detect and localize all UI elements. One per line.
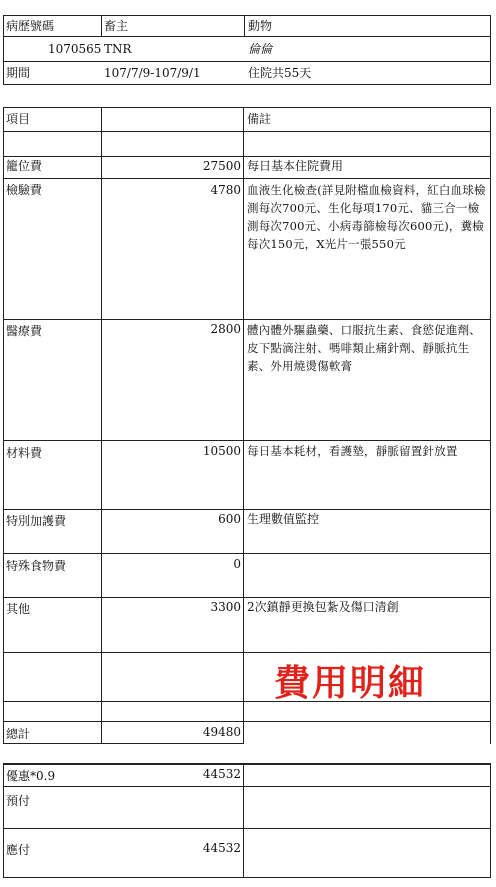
table-row-item: 檢驗費: [6, 183, 43, 197]
amount-due-label: 應付: [6, 843, 31, 857]
owner-label: 畜主: [104, 19, 129, 33]
record-number-value: 1070565: [48, 42, 102, 56]
period-label: 期間: [6, 66, 31, 80]
table-row-amount: 0: [233, 557, 241, 571]
table-row-remark: 血液生化檢查(詳見附檔血檢資料，紅白血球檢測每次700元、生化每項170元、貓三合一檢測每次700元、小病毒篩檢每次600元)，糞檢每次150元，X光片一張550元: [247, 183, 486, 251]
table-row-amount: 2800: [210, 322, 241, 336]
table-row-amount: 600: [218, 512, 241, 526]
table-row-item: 特殊食物費: [6, 559, 67, 573]
table-row-amount: 10500: [202, 444, 241, 458]
animal-label: 動物: [248, 19, 273, 33]
amount-due-value: 44532: [202, 841, 241, 855]
table-row-amount: 4780: [210, 183, 241, 197]
discount-amount: 44532: [202, 767, 241, 781]
table-row-amount: 3300: [210, 600, 241, 614]
table-row-item: 材料費: [6, 446, 43, 460]
period-dates: 107/7/9-107/9/1: [104, 66, 201, 80]
animal-value: 倫倫: [248, 42, 273, 56]
prepaid-label: 預付: [6, 794, 31, 808]
table-row-remark: 每日基本耗材，看護墊，靜脈留置針放置: [247, 444, 458, 458]
fee-details-stamp: 費用明細: [274, 663, 427, 704]
discount-label: 優惠*0.9: [6, 769, 56, 783]
table-row-item: 特別加護費: [6, 514, 67, 528]
total-label: 總計: [6, 727, 31, 741]
total-amount: 49480: [202, 725, 241, 739]
table-row-remark: 生理數值監控: [247, 512, 320, 526]
owner-value: TNR: [104, 42, 132, 56]
table-row-item: 醫療費: [6, 324, 43, 338]
table-row-remark: 2次鎮靜更換包紮及傷口清創: [247, 600, 399, 614]
column-header-remark: 備註: [247, 112, 272, 126]
column-header-item: 項目: [6, 112, 31, 126]
table-row-remark: 每日基本住院費用: [247, 159, 344, 173]
table-row-amount: 27500: [202, 159, 241, 173]
stay-duration: 住院共55天: [248, 66, 312, 80]
record-number-label: 病歷號碼: [6, 19, 55, 33]
table-row-remark: 體內體外驅蟲藥、口服抗生素、食慾促進劑、皮下點滴注射、嗎啡類止痛針劑、靜脈抗生素、外用燒燙傷軟膏: [247, 323, 481, 373]
table-row-item: 其他: [6, 602, 31, 616]
table-row-item: 籠位費: [6, 159, 43, 173]
